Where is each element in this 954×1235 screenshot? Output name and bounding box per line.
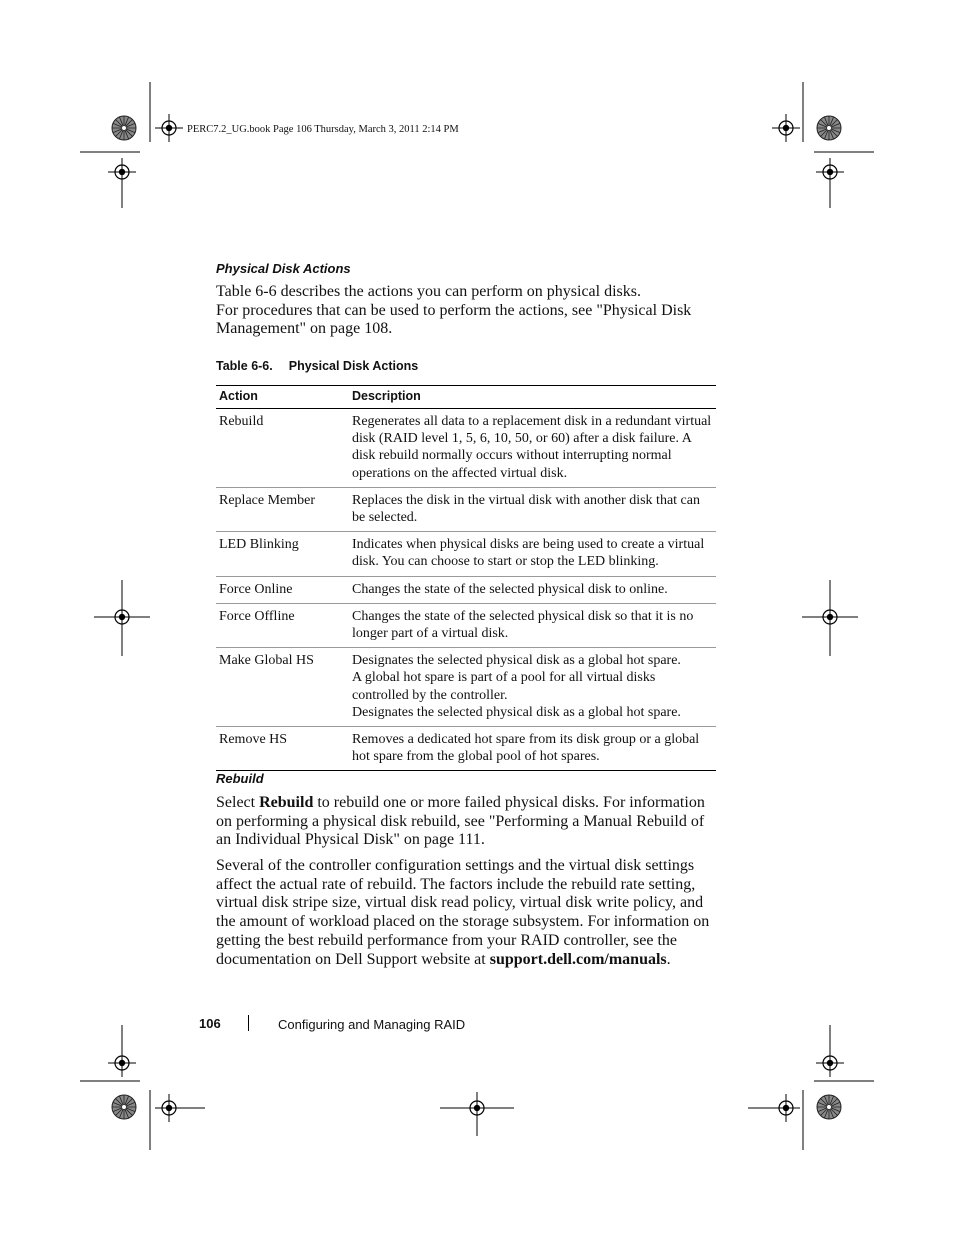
- intro-line-1: Table 6-6 describes the actions you can perform on physical disks.: [216, 283, 641, 300]
- table-row: [216, 727, 716, 771]
- print-slug: PERC7.2_UG.book Page 106 Thursday, March 3, 2011 2:14 PM: [187, 124, 459, 135]
- intro-paragraph: [216, 283, 716, 339]
- table-row: [216, 409, 716, 488]
- table-body: [216, 409, 716, 771]
- crop-mark-top-right: [772, 82, 874, 208]
- column-header-action: Action: [216, 386, 349, 409]
- description-text: Replaces the disk in the virtual disk with another disk that can be selected.: [352, 492, 700, 526]
- description-cell: [349, 648, 716, 727]
- registration-mark-bottom-center: [440, 1092, 514, 1136]
- rebuild-paragraph-1: [216, 794, 716, 850]
- description-cell: [349, 727, 716, 771]
- column-header-description: Description: [349, 386, 716, 409]
- description-cell: [349, 576, 716, 603]
- rebuild-paragraph-2: [216, 857, 716, 969]
- description-text: Designates the selected physical disk as a global hot spare.: [352, 653, 681, 669]
- intro-line-2: For procedures that can be used to perform the actions, see "Physical Disk Management" on page 108.: [216, 301, 692, 338]
- footer-chapter-title: Configuring and Managing RAID: [278, 1017, 466, 1032]
- section-heading-rebuild: Rebuild: [216, 771, 264, 786]
- physical-disk-actions-table: [216, 385, 716, 771]
- rebuild-p1-text-post: to rebuild one or more failed physical disks. For information on performing a physical disk rebuild, see "Performing a Manual Rebuild of an Individual Physical Disk" on page 111.: [216, 794, 705, 849]
- table-row: [216, 648, 716, 727]
- rebuild-p2-text-post: .: [666, 950, 671, 968]
- table-row: [216, 576, 716, 603]
- action-cell: LED Blinking: [216, 532, 349, 576]
- table-caption: [216, 359, 418, 373]
- description-cell: [349, 487, 716, 531]
- description-text: Changes the state of the selected physical disk so that it is no longer part of a virtual disk.: [352, 608, 694, 642]
- crop-mark-top-left: [80, 82, 183, 208]
- action-cell: Make Global HS: [216, 648, 349, 727]
- rebuild-p1-text-pre: Select: [216, 794, 260, 811]
- description-text: Changes the state of the selected physical disk to online.: [352, 581, 668, 597]
- description-text: Designates the selected physical disk as a global hot spare.: [352, 704, 681, 720]
- action-cell: Replace Member: [216, 487, 349, 531]
- action-cell: Rebuild: [216, 409, 349, 488]
- table-row: [216, 532, 716, 576]
- support-link-text: support.dell.com/manuals: [489, 950, 667, 968]
- action-cell: Force Online: [216, 576, 349, 603]
- section-heading-physical-disk-actions: Physical Disk Actions: [216, 261, 351, 276]
- description-cell: [349, 409, 716, 488]
- crop-mark-bottom-left: [80, 1025, 205, 1150]
- description-text: Removes a dedicated hot spare from its disk group or a global hot spare from the global pool of hot spares.: [352, 732, 700, 765]
- description-text: Indicates when physical disks are being used to create a virtual disk. You can choose to start or stop the LED blinking.: [352, 537, 705, 570]
- table-header-row: [216, 386, 716, 409]
- description-cell: [349, 532, 716, 576]
- rebuild-p1-bold: Rebuild: [259, 794, 314, 811]
- description-text: A global hot spare is part of a pool for all virtual disks controlled by the controller.: [352, 670, 656, 703]
- registration-mark-mid-left: [94, 580, 150, 656]
- page-number: 106: [199, 1016, 221, 1031]
- action-cell: Remove HS: [216, 727, 349, 771]
- table-caption-title: Physical Disk Actions: [288, 359, 419, 373]
- table-row: [216, 487, 716, 531]
- footer-separator: [248, 1015, 249, 1031]
- table-caption-number: Table 6-6.: [216, 359, 273, 373]
- description-cell: [349, 603, 716, 647]
- description-text: Regenerates all data to a replacement disk in a redundant virtual disk (RAID level 1, 5, 6, 10, 50, or 60) after a disk failure. A disk rebuild normally occurs without interrupting normal operations on the affected virtual disk.: [352, 414, 712, 481]
- table-row: [216, 603, 716, 647]
- registration-mark-mid-right: [802, 580, 858, 656]
- rebuild-p2-text-pre: Several of the controller configuration settings and the virtual disk settings affect the actual rate of rebuild. The factors include the rebuild rate setting, virtual disk stripe size, virtual disk read policy, virtual disk write policy, and the amount of workload placed on the storage subsystem. For information on getting the best rebuild performance from your RAID controller, see the documentation on Dell Support website at: [216, 857, 710, 968]
- action-cell: Force Offline: [216, 603, 349, 647]
- crop-mark-bottom-right: [748, 1025, 874, 1150]
